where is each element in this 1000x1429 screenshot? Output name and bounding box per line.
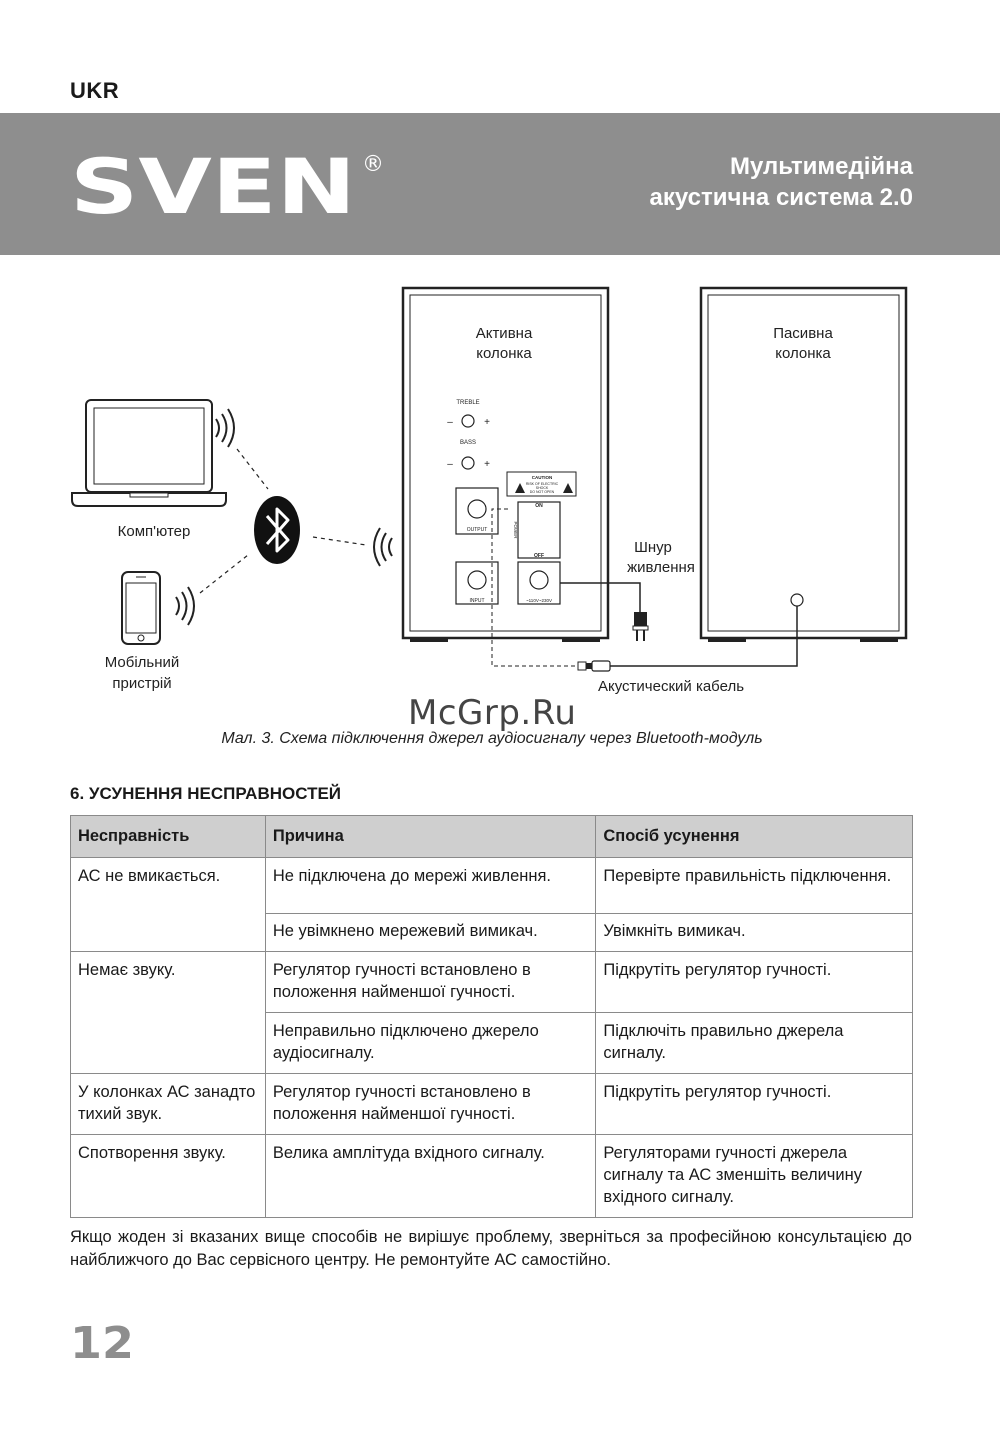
- treble-knob: [462, 415, 474, 427]
- svg-text:OFF: OFF: [534, 553, 544, 559]
- sven-logo: [70, 149, 390, 221]
- power-cord-label-2: живлення: [627, 559, 695, 576]
- fault-cell: АС не вмикається.: [71, 858, 266, 952]
- bluetooth-icon: [254, 496, 300, 564]
- svg-text:POWER: POWER: [513, 521, 518, 539]
- treble-minus: –: [447, 417, 453, 428]
- cause-cell: Не увімкнено мережевий вимикач.: [265, 914, 596, 952]
- acoustic-cable-label: Акустический кабель: [597, 678, 745, 695]
- registered-mark: ®: [362, 152, 384, 177]
- cause-cell: Регулятор гучності встановлено в положення найменшої гучності.: [265, 1074, 596, 1135]
- bass-knob: [462, 457, 474, 469]
- cause-cell: Неправильно підключено джерело аудіосигналу.: [265, 1013, 596, 1074]
- active-speaker-label-1: Активна: [475, 325, 533, 342]
- page-number: [70, 1320, 140, 1364]
- brand-name: SVEN: [70, 149, 356, 221]
- fix-cell: Підключіть правильно джерела сигналу.: [596, 1013, 913, 1074]
- treble-label: TREBLE: [456, 400, 480, 406]
- language-label: UKR: [70, 78, 120, 103]
- svg-text:OUTPUT: OUTPUT: [466, 527, 488, 533]
- passive-speaker-label-2: колонка: [775, 345, 831, 362]
- fault-cell: Немає звуку.: [71, 952, 266, 1074]
- passive-speaker-label-1: Пасивна: [773, 325, 833, 342]
- phone-icon: [122, 572, 160, 644]
- wireless-waves-icon: [176, 587, 194, 625]
- power-switch: [513, 502, 560, 559]
- fault-cell: У колонках АС занадто тихий звук.: [71, 1074, 266, 1135]
- figure-caption: Мал. 3. Схема підключення джерел аудіосигналу через Bluetooth-модуль: [221, 730, 763, 747]
- header-cause: Причина: [265, 816, 596, 858]
- passive-input-terminal: [791, 594, 803, 606]
- cause-cell: Велика амплітуда вхідного сигналу.: [265, 1135, 596, 1218]
- bass-label: BASS: [459, 440, 477, 446]
- footer-note: Якщо жоден зі вказаних вище способів не вирішує проблему, зверніться за професійною консультацією до найближчого до Вас сервісного центру. Не ремонтуйте АС самостійно.: [70, 1228, 912, 1269]
- wireless-waves-icon: [374, 528, 392, 566]
- fix-cell: Увімкніть вимикач.: [596, 914, 913, 952]
- header-fault: Несправність: [71, 816, 266, 858]
- watermark: McGrp.Ru: [408, 693, 577, 733]
- fix-cell: Перевірте правильність підключення.: [596, 858, 913, 914]
- connection-diagram: [0, 270, 1000, 700]
- product-title-line2: акустична система 2.0: [649, 184, 913, 211]
- power-socket: [518, 562, 560, 604]
- cause-cell: Регулятор гучності встановлено в положення найменшої гучності.: [265, 952, 596, 1013]
- laptop-icon: [72, 400, 226, 506]
- bass-plus: +: [484, 459, 490, 470]
- svg-text:SHOCK: SHOCK: [535, 486, 549, 490]
- table-row: [71, 952, 913, 1013]
- svg-text:ON: ON: [535, 503, 543, 509]
- svg-text:CAUTION: CAUTION: [531, 475, 553, 480]
- header-banner: [0, 113, 1000, 255]
- table-row: [71, 1135, 913, 1218]
- mobile-label-1: Мобільний: [104, 654, 180, 671]
- bass-minus: –: [447, 459, 453, 470]
- table-row: [71, 858, 913, 914]
- input-jack: [456, 562, 498, 604]
- power-cord-label-1: Шнур: [634, 539, 672, 556]
- header-fix: Спосіб усунення: [596, 816, 913, 858]
- svg-text:INPUT: INPUT: [469, 598, 485, 604]
- fix-cell: Підкрутіть регулятор гучності.: [596, 1074, 913, 1135]
- treble-plus: +: [484, 417, 490, 428]
- product-title-line1: Мультимедійна: [729, 153, 913, 180]
- computer-label: Комп'ютер: [117, 523, 191, 540]
- svg-text:RISK OF ELECTRIC: RISK OF ELECTRIC: [525, 482, 559, 486]
- wireless-waves-icon: [216, 409, 234, 447]
- svg-text:DO NOT OPEN: DO NOT OPEN: [529, 490, 555, 494]
- section-title: 6. УСУНЕННЯ НЕСПРАВНОСТЕЙ: [70, 784, 342, 803]
- svg-text:~110V~230V: ~110V~230V: [526, 598, 552, 603]
- fault-cell: Спотворення звуку.: [71, 1135, 266, 1218]
- table-header-row: [71, 816, 913, 858]
- page-number-text: 12: [70, 1320, 134, 1364]
- active-speaker: [403, 288, 608, 642]
- product-title: [650, 151, 913, 213]
- passive-speaker: [701, 288, 906, 642]
- table-row: [71, 1074, 913, 1135]
- active-speaker-label-2: колонка: [476, 345, 532, 362]
- mobile-label-2: пристрій: [112, 675, 172, 692]
- troubleshooting-table: [70, 815, 913, 1218]
- fix-cell: Регуляторами гучності джерела сигналу та АС зменшіть величину вхідного сигналу.: [596, 1135, 913, 1218]
- cause-cell: Не підключена до мережі живлення.: [265, 858, 596, 914]
- caution-label: [507, 472, 576, 496]
- fix-cell: Підкрутіть регулятор гучності.: [596, 952, 913, 1013]
